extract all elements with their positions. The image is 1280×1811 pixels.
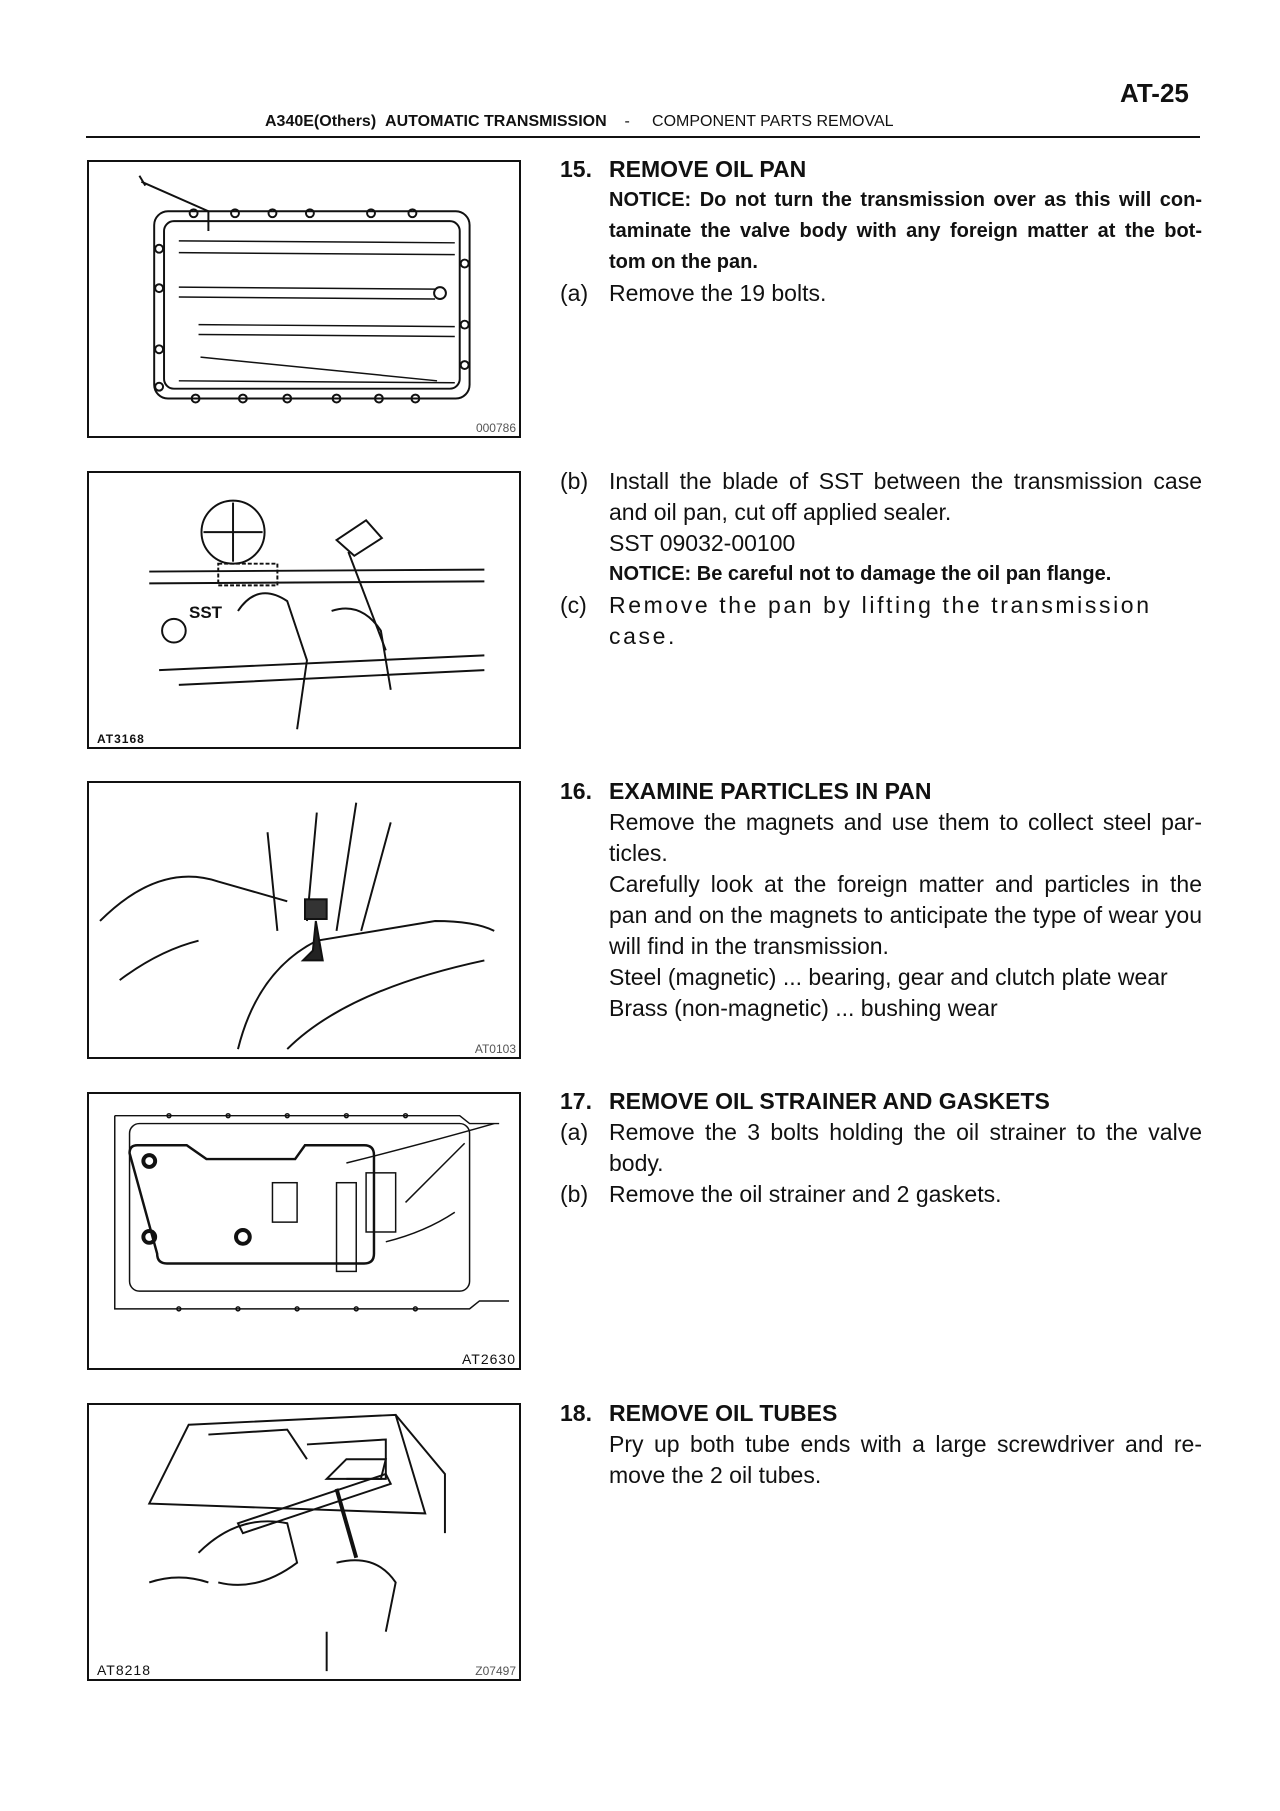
substep-text: Install the blade of SST between the transmission case [609,468,1202,494]
figure-code: 000786 [475,421,516,435]
figure-oil-tubes [87,1403,521,1681]
substep-marker: (a) [560,280,589,306]
figure-code: AT0103 [474,1042,516,1056]
figure-sst-blade [87,471,521,749]
model-name: A340E(Others) [265,113,377,130]
body-line: ticles. [609,840,668,866]
substep-marker: (c) [560,592,587,618]
body-line: Remove the magnets and use them to collect steel par- [609,809,1202,835]
step-title: REMOVE OIL PAN [609,156,807,182]
step-number: 17. [560,1088,592,1114]
substep-text: Remove the 3 bolts holding the oil strainer to the valve [609,1119,1202,1145]
subsection-title: COMPONENT PARTS REMOVAL [652,113,894,130]
substep-marker: (b) [560,468,589,494]
body-line: Steel (magnetic) ... bearing, gear and clutch plate wear [609,964,1168,990]
step-number: 15. [560,156,592,182]
substep-text: Remove the pan by lifting the transmission case. [609,592,1152,649]
substep-text: body. [609,1150,664,1176]
step-title: EXAMINE PARTICLES IN PAN [609,778,932,804]
running-header [265,113,894,131]
notice-line: NOTICE: Do not turn the transmission over as this will con- [609,189,1202,211]
notice-line: NOTICE: Be careful not to damage the oil pan flange. [609,563,1112,585]
body-line: Pry up both tube ends with a large screwdriver and re- [609,1431,1202,1457]
page-number: AT-25 [1120,78,1189,108]
substep-marker: (b) [560,1181,589,1207]
body-line: pan and on the magnets to anticipate the type of wear you [609,902,1202,928]
body-line: will find in the transmission. [609,933,889,959]
step-title: REMOVE OIL TUBES [609,1400,838,1426]
body-line: Carefully look at the foreign matter and particles in the [609,871,1202,897]
notice-line: taminate the valve body with any foreign matter at the bot- [609,220,1202,242]
figure-code: AT8218 [97,1662,151,1678]
step-18 [560,1398,1202,1491]
figure-code: AT3168 [97,732,145,746]
step-16 [560,776,1202,1024]
section-title: AUTOMATIC TRANSMISSION [385,113,607,130]
step-15-continued [560,466,1202,652]
step-17 [560,1086,1202,1210]
figure-code: Z07497 [475,1664,516,1678]
figure-code: AT2630 [462,1351,516,1367]
step-number: 16. [560,778,592,804]
step-15 [560,154,1202,309]
sst-number: SST 09032-00100 [609,530,796,556]
figure-magnet-particles [87,781,521,1059]
substep-text: Remove the oil strainer and 2 gaskets. [609,1181,1002,1207]
substep-text: Remove the 19 bolts. [609,280,827,306]
figure-oil-strainer [87,1092,521,1370]
substep-text: and oil pan, cut off applied sealer. [609,499,952,525]
body-line: move the 2 oil tubes. [609,1462,822,1488]
substep-marker: (a) [560,1119,589,1145]
step-title: REMOVE OIL STRAINER AND GASKETS [609,1088,1050,1114]
sst-callout: SST [189,603,223,622]
figure-oil-pan [87,160,521,438]
separator: - [624,113,630,130]
body-line: Brass (non-magnetic) ... bushing wear [609,995,998,1021]
notice-line: tom on the pan. [609,251,758,273]
header-rule [86,136,1200,138]
step-number: 18. [560,1400,592,1426]
